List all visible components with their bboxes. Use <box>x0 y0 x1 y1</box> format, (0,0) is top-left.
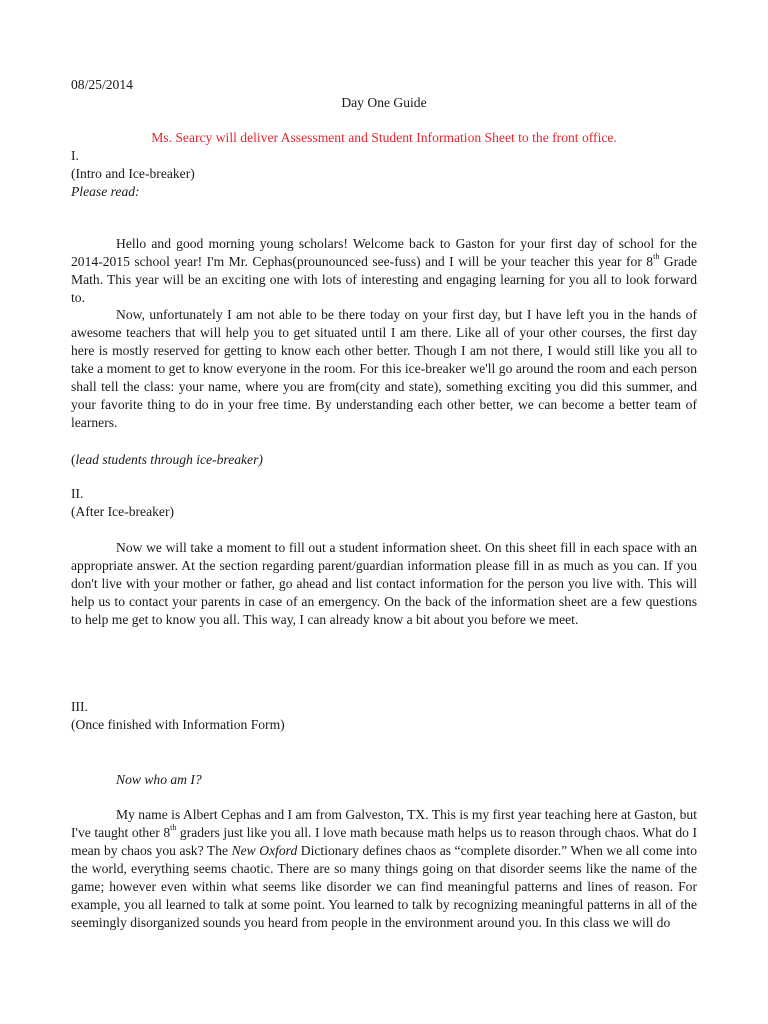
section-1-instruction: Please read: <box>71 184 140 199</box>
document-date: 08/25/2014 <box>71 77 133 92</box>
information-sheet-paragraph: Now we will take a moment to fill out a student information sheet. On this sheet fill in each space with an appropriate answer. At the section regarding parent/guardian information please fill in as much as you can. If you don't live with your mother or father, go ahead and list contact information for the person you live with. This will help us to contact your parents in case of an emergency. On the back of the information sheet are a few questions to help me get to know you all. This way, I can already know a bit about you before we meet. <box>71 540 697 627</box>
ice-breaker-paragraph: Now, unfortunately I am not able to be there today on your first day, but I have left you in the hands of awesome teachers that will help you to get situated until I am there. Like all of your other courses, the first day here is mostly reserved for getting to know each other better. Though I am not there, I would still like you all to take a moment to get to know everyone in the room. For this ice-breaker we'll go around the room and each person shall tell the class: your name, where you are from(city and state), something exciting you did this summer, and your favorite thing to do in your free time. By understanding each other better, we can become a better team of learners. <box>71 307 697 430</box>
office-notice: Ms. Searcy will deliver Assessment and Student Information Sheet to the front office. <box>151 130 617 145</box>
document-title: Day One Guide <box>341 95 427 110</box>
section-3-number: III. <box>71 699 88 714</box>
section-3-heading: (Once finished with Information Form) <box>71 717 285 732</box>
introduction-paragraph: My name is Albert Cephas and I am from Galveston, TX. This is my first year teaching here at Gaston, but I've taught other 8th graders just like you all. I love math because math helps us to reason through chaos. What do I mean by chaos you ask? The New Oxford Dictionary defines chaos as “complete disorder.” When we all come into the world, everything seems chaotic. There are so many things going on that disorder seems like the name of the game; however even within what seems like disorder we can find meaningful patterns and lines of reason. For example, you all learned to talk at some point. You learned to talk by recognizing meaningful patterns in all of the seemingly disorganized sounds you heard from people in the environment around you. In this class we will do <box>71 807 697 930</box>
section-1-number: I. <box>71 148 79 163</box>
welcome-paragraph: Hello and good morning young scholars! Welcome back to Gaston for your first day of school for the 2014-2015 school year! I'm Mr. Cephas(prounounced see-fuss) and I will be your teacher this year for 8th Grade Math. This year will be an exciting one with lots of interesting and engaging learning for you all to look forward to. <box>71 236 698 305</box>
section-3-subheading: Now who am I? <box>116 772 202 787</box>
section-1-heading: (Intro and Ice-breaker) <box>71 166 195 181</box>
section-2-heading: (After Ice-breaker) <box>71 504 175 519</box>
section-2-number: II. <box>71 486 84 501</box>
lead-students-note: (lead students through ice-breaker) <box>71 452 263 467</box>
